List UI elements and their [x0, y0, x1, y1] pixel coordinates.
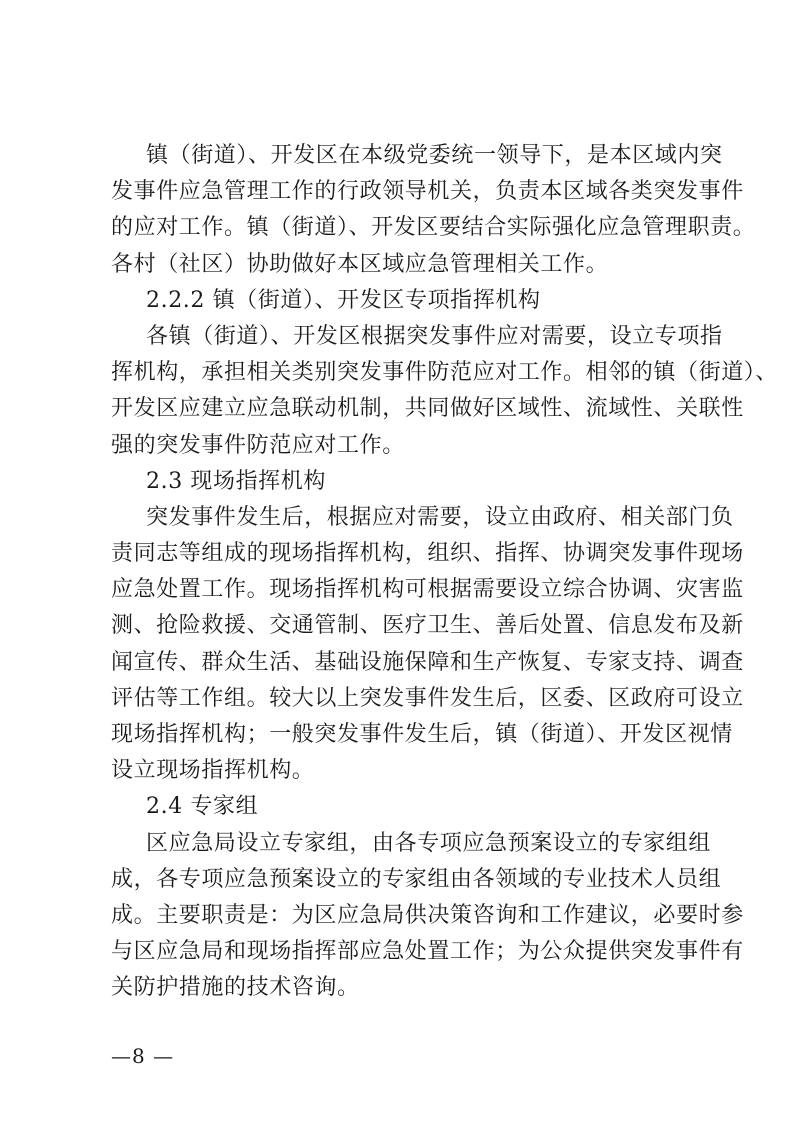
text-line: 镇（街道）、开发区在本级党委统一领导下，是本区域内突: [146, 143, 723, 168]
section-heading-2-2-2: [111, 283, 696, 319]
text-line: 应急处置工作。现场指挥机构可根据需要设立综合协调、灾害监: [111, 577, 744, 603]
text-line: 责同志等组成的现场指挥机构，组织、指挥、协调突发事件现场: [111, 541, 744, 567]
text-line: 的应对工作。镇（街道）、开发区要结合实际强化应急管理职责。: [111, 215, 756, 241]
text-line: 挥机构，承担相关类别突发事件防范应对工作。相邻的镇（街道）、: [111, 360, 779, 386]
section-heading: 2.3 现场指挥机构: [146, 468, 326, 494]
paragraph-onsite-command: [111, 500, 744, 790]
section-heading-2-3: [111, 464, 696, 500]
text-line: 各村（社区）协助做好本区域应急管理相关工作。: [111, 251, 609, 277]
text-line: 设立现场指挥机构。: [111, 758, 315, 784]
page-number: —8 —: [111, 1044, 175, 1068]
paragraph-special-command: [111, 319, 779, 464]
text-line: 发事件应急管理工作的行政领导机关，负责本区域各类突发事件: [111, 179, 744, 205]
text-line: 与区应急局和现场指挥部应急处置工作；为公众提供突发事件有: [111, 939, 744, 965]
text-line: 成。主要职责是：为区应急局供决策咨询和工作建议，必要时参: [111, 902, 744, 928]
text-line: 评估等工作组。较大以上突发事件发生后，区委、区政府可设立: [111, 685, 744, 711]
paragraph-town-leadership: [111, 138, 756, 283]
text-line: 测、抢险救援、交通管制、医疗卫生、善后处置、信息发布及新: [111, 613, 744, 639]
section-heading: 2.2.2 镇（街道）、开发区专项指挥机构: [146, 287, 541, 313]
document-body: [111, 138, 779, 1007]
paragraph-expert-group: [111, 826, 744, 1007]
text-line: 关防护措施的技术咨询。: [111, 975, 360, 1001]
text-line: 各镇（街道）、开发区根据突发事件应对需要，设立专项指: [146, 323, 723, 349]
text-line: 突发事件发生后，根据应对需要，设立由政府、相关部门负: [146, 504, 734, 530]
section-heading-2-4: [111, 789, 696, 825]
text-line: 区应急局设立专家组，由各专项应急预案设立的专家组组: [146, 830, 712, 856]
text-line: 闻宣传、群众生活、基础设施保障和生产恢复、专家支持、调查: [111, 649, 744, 675]
text-line: 开发区应建立应急联动机制，共同做好区域性、流域性、关联性: [111, 396, 744, 422]
text-line: 现场指挥机构；一般突发事件发生后，镇（街道）、开发区视情: [111, 722, 733, 747]
text-line: 成，各专项应急预案设立的专家组由各领域的专业技术人员组: [111, 866, 722, 892]
text-line: 强的突发事件防范应对工作。: [111, 432, 405, 458]
section-heading: 2.4 专家组: [146, 794, 259, 820]
